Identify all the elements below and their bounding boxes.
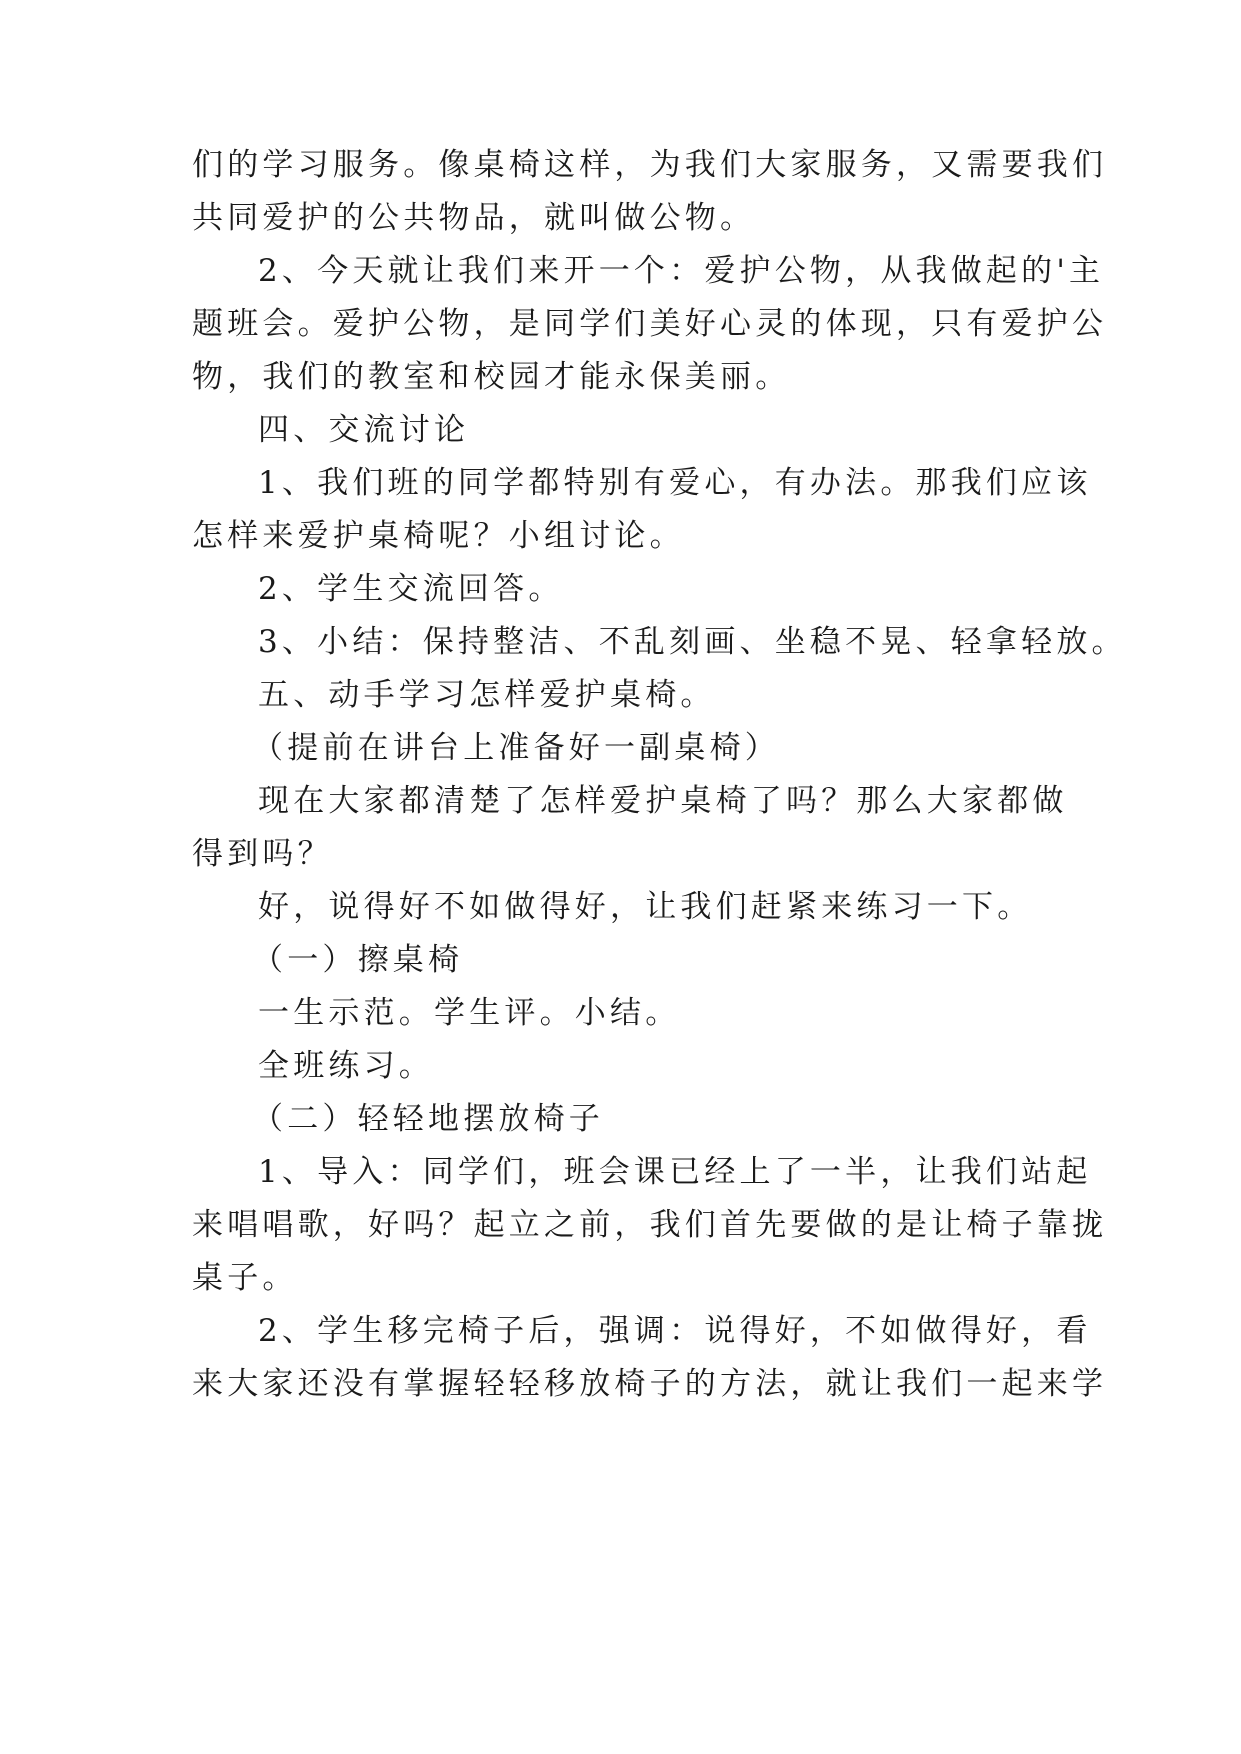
text-line: 一生示范。学生评。小结。 <box>258 995 681 1031</box>
text-line: 3、小结：保持整洁、不乱刻画、坐稳不晃、轻拿轻放。 <box>258 624 1127 660</box>
text-line: 1、导入：同学们，班会课已经上了一半，让我们站起 <box>258 1154 1092 1190</box>
section-heading: 四、交流讨论 <box>258 412 470 448</box>
text-line: 桌子。 <box>192 1260 298 1296</box>
text-line: 2、今天就让我们来开一个：爱护公物，从我做起的'主 <box>258 253 1105 289</box>
text-line: 们的学习服务。像桌椅这样，为我们大家服务，又需要我们 <box>192 147 1108 183</box>
text-line: 怎样来爱护桌椅呢？小组讨论。 <box>192 518 685 554</box>
text-line: 得到吗？ <box>192 836 333 872</box>
subsection-heading: （一）擦桌椅 <box>252 942 464 978</box>
text-line: 物，我们的教室和校园才能永保美丽。 <box>192 359 791 395</box>
text-line: 1、我们班的同学都特别有爱心，有办法。那我们应该 <box>258 465 1092 501</box>
text-line: 好，说得好不如做得好，让我们赶紧来练习一下。 <box>258 889 1033 925</box>
section-heading: 五、动手学习怎样爱护桌椅。 <box>258 677 716 713</box>
text-line: 来大家还没有掌握轻轻移放椅子的方法，就让我们一起来学 <box>192 1366 1108 1402</box>
text-line: 题班会。爱护公物，是同学们美好心灵的体现，只有爱护公 <box>192 306 1108 342</box>
text-line: 现在大家都清楚了怎样爱护桌椅了吗？那么大家都做 <box>258 783 1068 819</box>
text-line: 2、学生移完椅子后，强调：说得好，不如做得好，看 <box>258 1313 1092 1349</box>
text-line: 2、学生交流回答。 <box>258 571 564 607</box>
text-line: 全班练习。 <box>258 1048 434 1084</box>
text-line: 来唱唱歌，好吗？起立之前，我们首先要做的是让椅子靠拢 <box>192 1207 1108 1243</box>
subsection-heading: （二）轻轻地摆放椅子 <box>252 1101 604 1137</box>
text-line: 共同爱护的公共物品，就叫做公物。 <box>192 200 756 236</box>
text-line: （提前在讲台上准备好一副桌椅） <box>252 730 780 766</box>
